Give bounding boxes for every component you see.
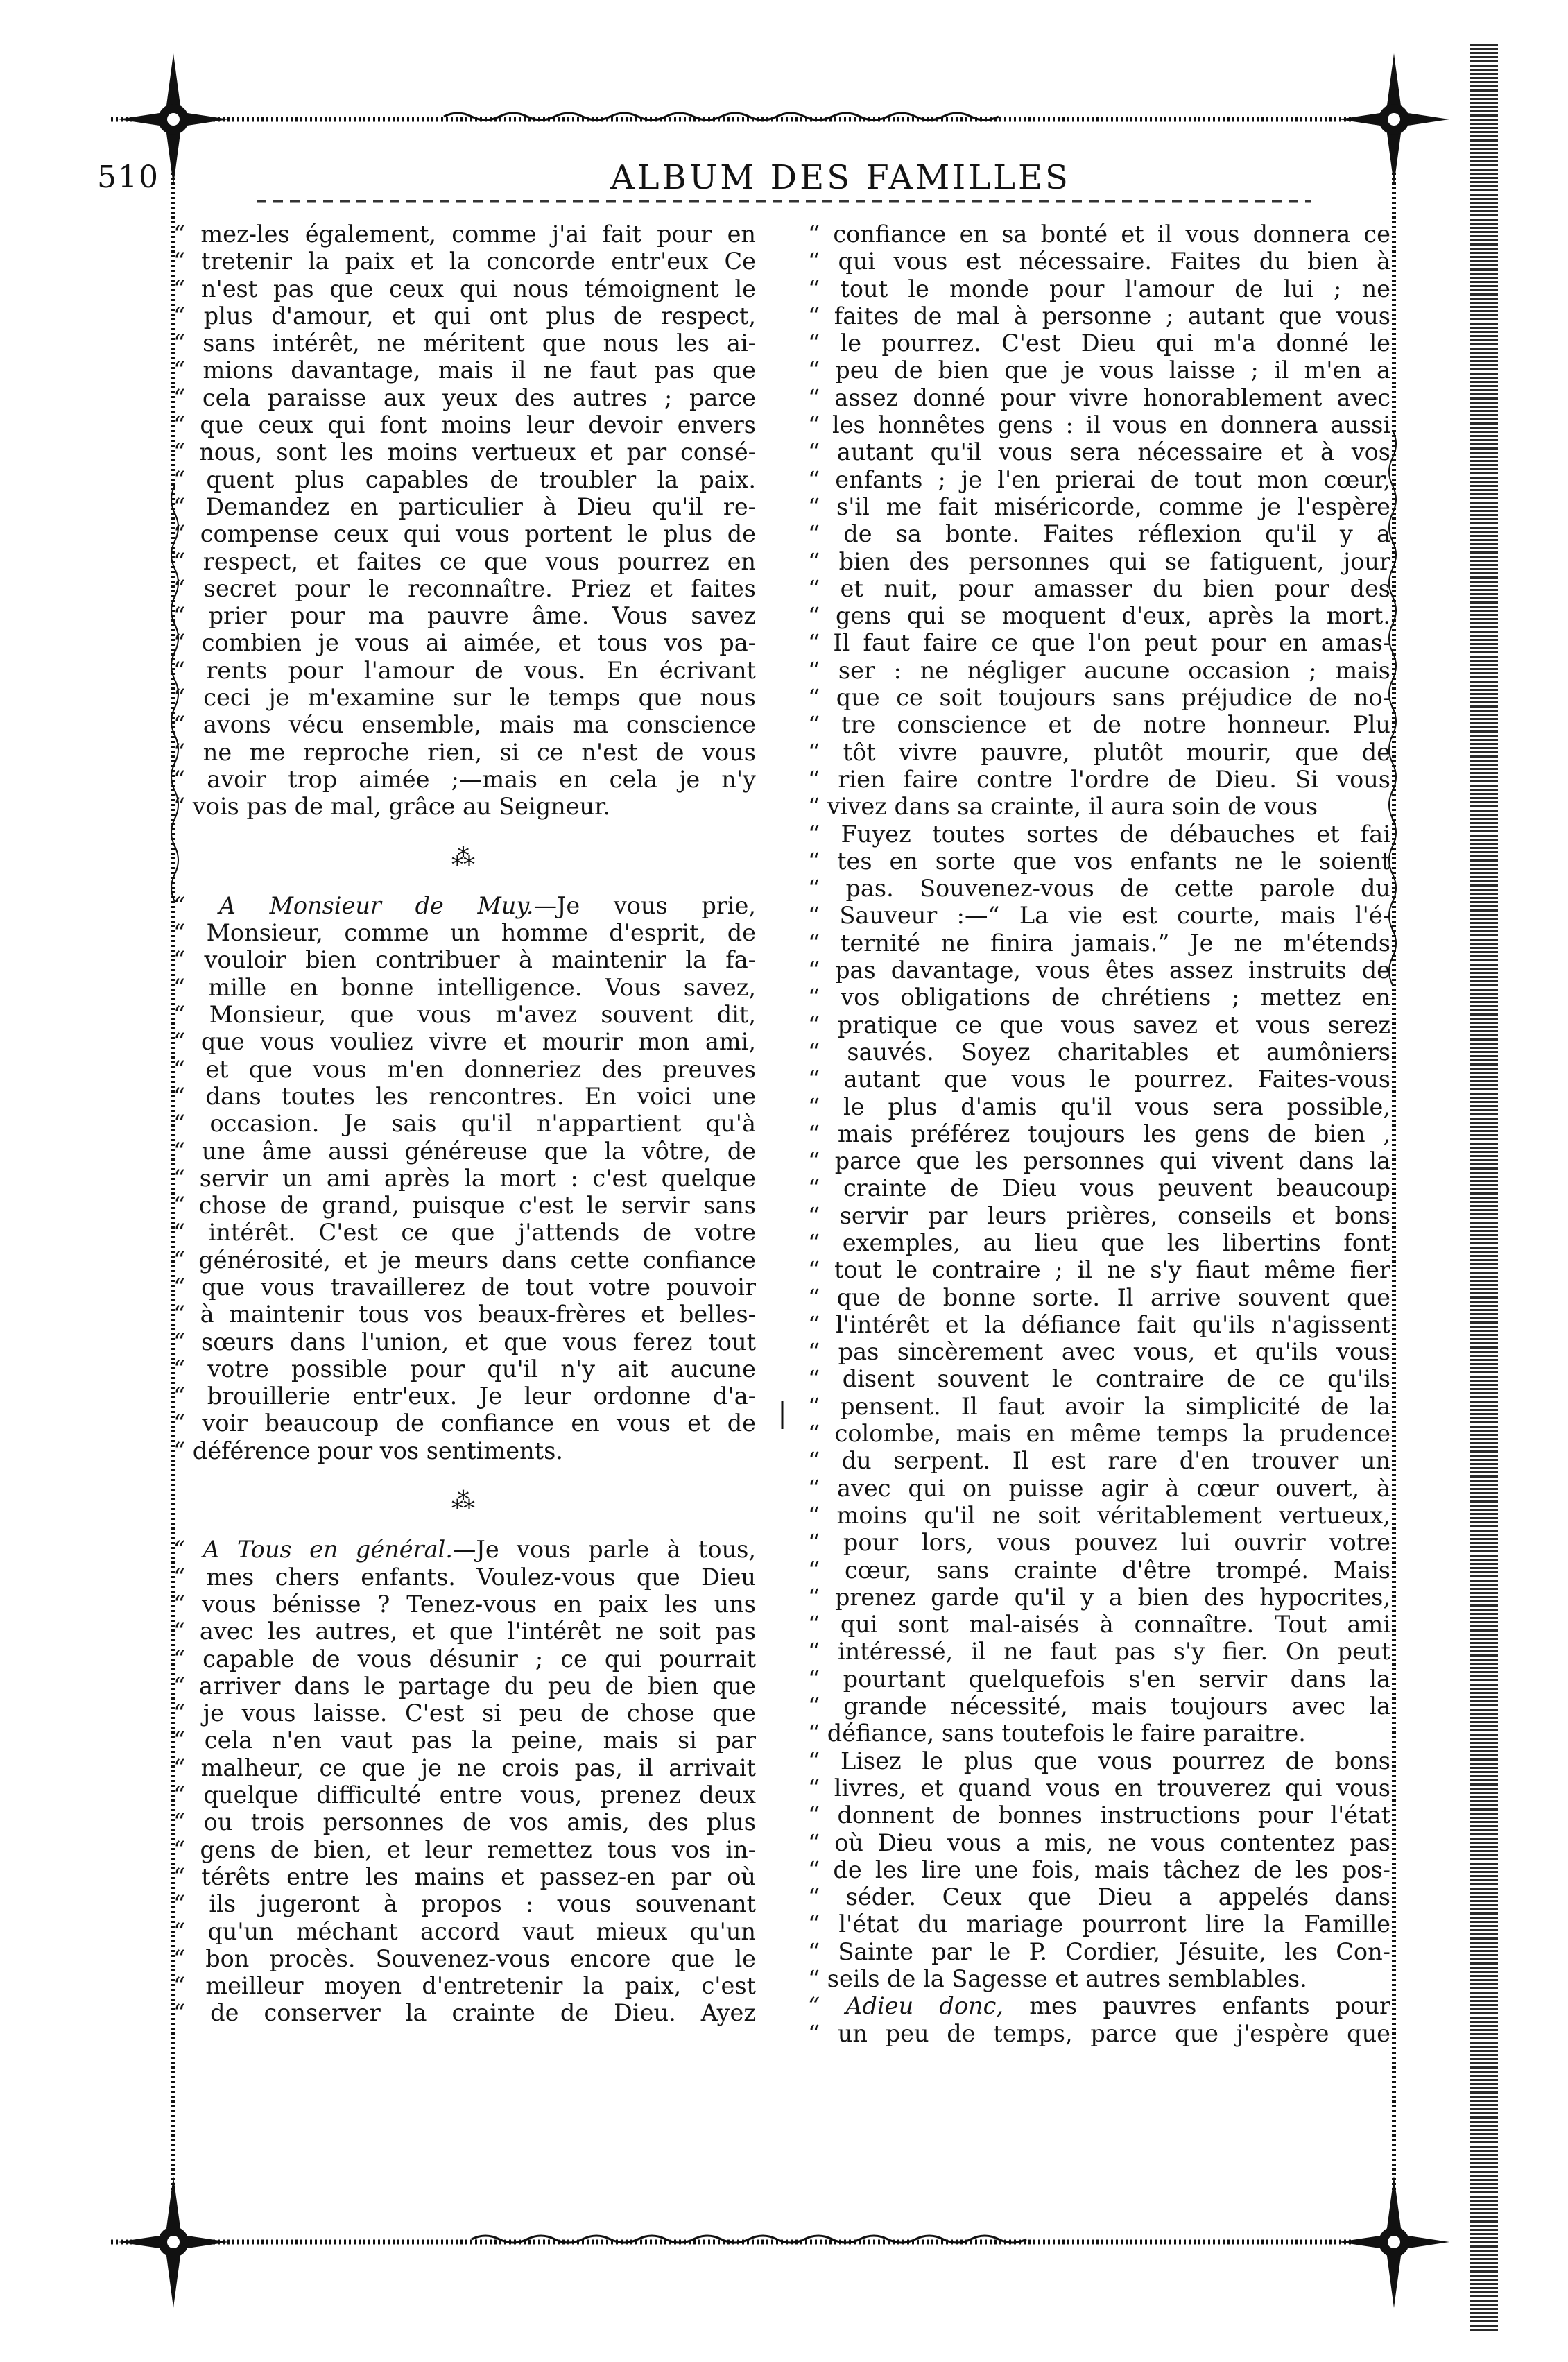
corner-ornament-top-right: [1338, 53, 1449, 185]
text-line: “ bien des personnes qui se fatiguent, jour: [808, 547, 1390, 575]
text-line: “ Demandez en particulier à Dieu qu'il re-: [173, 493, 756, 520]
text-line: “ déférence pour vos sentiments.: [173, 1437, 563, 1464]
text-line: “ et que vous m'en donneriez des preuves: [173, 1055, 756, 1083]
text-line: “ mes chers enfants. Voulez-vous que Dieu: [173, 1563, 756, 1591]
text-line: “ je vous laisse. C'est si peu de chose que: [173, 1700, 756, 1727]
text-line: “ de les lire une fois, mais tâchez de les pos-: [808, 1856, 1390, 1883]
text-line: “ ceci je m'examine sur le temps que nous: [173, 684, 756, 712]
text-line: “ s'il me fait miséricorde, comme je l'espère: [808, 493, 1390, 520]
text-line: “ confiance en sa bonté et il vous donnera ce: [808, 221, 1390, 248]
text-line: “ les honnêtes gens : il vous en donnera aussi: [808, 411, 1390, 439]
text-line: “ térêts entre les mains et passez-en par où: [173, 1863, 756, 1890]
text-line: “ que vous vouliez vivre et mourir mon ami,: [173, 1028, 756, 1056]
text-line: “ mais préférez toujours les gens de bien ,: [808, 1120, 1390, 1147]
text-line: “ Il faut faire ce que l'on peut pour en amas-: [808, 629, 1390, 657]
text-line: “ qui vous est nécessaire. Faites du bien à: [808, 248, 1390, 275]
text-line: “ nous, sont les moins vertueux et par consé-: [173, 438, 756, 466]
text-line: “ le plus d'amis qu'il vous sera possible,: [808, 1093, 1390, 1120]
text-line: “ un peu de temps, parce que j'espère que: [808, 2019, 1390, 2047]
text-line: “ exemples, au lieu que les libertins font: [808, 1229, 1390, 1256]
text-line: “ Monsieur, que vous m'avez souvent dit,: [173, 1001, 756, 1029]
text-line: “ intérêt. C'est ce que j'attends de votre: [173, 1219, 756, 1247]
text-line-wrapper: [173, 892, 756, 919]
text-line: “ Sauveur :—“ La vie est courte, mais l'é-: [808, 902, 1390, 930]
text-line: “ autant qu'il vous sera nécessaire et à vos: [808, 438, 1390, 466]
text-line: “ cela n'en vaut pas la peine, mais si par: [173, 1727, 756, 1754]
text-line: “ rien faire contre l'ordre de Dieu. Si vous: [808, 765, 1390, 793]
text-line: “ compense ceux qui vous portent le plus de: [173, 520, 756, 548]
text-line: “ le pourrez. C'est Dieu qui m'a donné le: [808, 330, 1390, 357]
text-line: “ vivez dans sa crainte, il aura soin de vous: [808, 793, 1318, 821]
text-line: “ pas davantage, vous êtes assez instruits de: [808, 957, 1390, 984]
text-line: “ enfants ; je l'en prierai de tout mon cœur,: [808, 465, 1390, 493]
right-column: [808, 221, 1390, 2047]
text-line: “ sauvés. Soyez charitables et aumôniers: [808, 1038, 1390, 1066]
section-separator: ⁂: [451, 843, 478, 871]
left-paragraph-3: [173, 1536, 756, 2026]
text-line: “ avec qui on puisse agir à cœur ouvert, à: [808, 1474, 1390, 1502]
text-line: “ occasion. Je sais qu'il n'appartient qu'à: [173, 1110, 756, 1138]
text-line: “ que ce soit toujours sans préjudice de no-: [808, 684, 1390, 712]
text-line: “ meilleur moyen d'entretenir la paix, c'est: [173, 1972, 756, 2000]
text-line: “ sœurs dans l'union, et que vous ferez tout: [173, 1328, 756, 1355]
text-line: “ du serpent. Il est rare d'en trouver un: [808, 1447, 1390, 1475]
text-line: “ ne me reproche rien, si ce n'est de vous: [173, 738, 756, 766]
right-paragraph-2: [808, 821, 1390, 1747]
text-line: “ ils jugeront à propos : vous souvenant: [173, 1890, 756, 1918]
text-line: “ servir par leurs prières, conseils et bons: [808, 1201, 1390, 1229]
text-line: —Je vous parle à tous,: [452, 1536, 756, 1564]
text-line: “ disent souvent le contraire de ce qu'ils: [808, 1365, 1390, 1393]
text-line: “ crainte de Dieu vous peuvent beaucoup: [808, 1174, 1390, 1202]
text-line: “ et nuit, pour amasser du bien pour des: [808, 574, 1390, 602]
text-line: “ prenez garde qu'il y a bien des hypocrites,: [808, 1583, 1390, 1611]
text-line: “ que ceux qui font moins leur devoir envers: [173, 411, 756, 439]
text-line: “ pas sincèrement avec vous, et qu'ils vous: [808, 1338, 1390, 1366]
text-line: “ malheur, ce que je ne crois pas, il arrivait: [173, 1754, 756, 1781]
text-line: “ où Dieu vous a mis, ne vous contentez pas: [808, 1829, 1390, 1856]
text-line: “ voir beaucoup de confiance en vous et de: [173, 1410, 756, 1437]
text-line: “ pour lors, vous pouvez lui ouvrir votre: [808, 1529, 1390, 1557]
text-line: “ servir un ami après la mort : c'est quelque: [173, 1164, 756, 1192]
text-line: “ séder. Ceux que Dieu a appelés dans: [808, 1883, 1390, 1911]
text-line: “ pensent. Il faut avoir la simplicité de la: [808, 1392, 1390, 1420]
text-line: “ à maintenir tous vos beaux-frères et belles-: [173, 1301, 756, 1328]
corner-ornament-bottom-right: [1338, 2176, 1449, 2308]
text-line: mes pauvres enfants pour: [1003, 1992, 1390, 2020]
text-line: “ de sa bonte. Faites réflexion qu'il y a: [808, 520, 1390, 548]
text-line: “ vouloir bien contribuer à maintenir la fa-: [173, 946, 756, 974]
text-line: “ avons vécu ensemble, mais ma conscience: [173, 711, 756, 739]
text-line: “ grande nécessité, mais toujours avec la: [808, 1693, 1390, 1720]
text-line: “ l'intérêt et la défiance fait qu'ils n'agissent: [808, 1310, 1390, 1338]
right-paragraph-4: [808, 1992, 1390, 2047]
text-line: “ qui sont mal-aisés à connaître. Tout ami: [808, 1611, 1390, 1638]
text-line: “ cela paraisse aux yeux des autres ; parce: [173, 384, 756, 411]
right-paragraph-1: [808, 221, 1390, 821]
text-line: “ colombe, mais en même temps la prudence: [808, 1420, 1390, 1448]
text-line-wrapper: [808, 1992, 1390, 2019]
text-line: “ tre conscience et de notre honneur. Plu: [808, 711, 1390, 739]
text-line: “ autant que vous le pourrez. Faites-vous: [808, 1066, 1390, 1093]
text-line: “ cœur, sans crainte d'être trompé. Mais: [808, 1556, 1390, 1584]
text-line: “ tes en sorte que vos enfants ne le soient: [808, 847, 1390, 875]
text-line: “ quent plus capables de troubler la paix.: [173, 465, 756, 493]
text-line: “ qu'un méchant accord vaut mieux qu'un: [173, 1917, 756, 1945]
farewell-lead: “ Adieu donc,: [808, 1992, 1004, 2020]
text-line: “ seils de la Sagesse et autres semblables.: [808, 1965, 1307, 1992]
text-line: “ une âme aussi généreuse que la vôtre, de: [173, 1137, 756, 1165]
text-line: “ mille en bonne intelligence. Vous savez,: [173, 973, 756, 1001]
text-line: “ capable de vous désunir ; ce qui pourrait: [173, 1645, 756, 1672]
text-line: “ tretenir la paix et la concorde entr'eux Ce: [173, 248, 756, 275]
text-line: “ votre possible pour qu'il n'y ait aucune: [173, 1355, 756, 1383]
text-line: “ pas. Souvenez-vous de cette parole du: [808, 875, 1390, 902]
text-line: “ brouillerie entr'eux. Je leur ordonne d'a-: [173, 1383, 756, 1410]
text-line: “ bon procès. Souvenez-vous encore que le: [173, 1944, 756, 1972]
text-line: “ assez donné pour vivre honorablement avec: [808, 384, 1390, 411]
addressee-heading: “ A Monsieur de Muy.: [173, 891, 534, 919]
text-line-wrapper: [173, 1536, 756, 1563]
left-paragraph-1: [173, 221, 756, 821]
text-line: “ sans intérêt, ne méritent que nous les ai-: [173, 330, 756, 357]
text-line: “ ou trois personnes de vos amis, des plus: [173, 1808, 756, 1836]
text-line: “ secret pour le reconnaître. Priez et faites: [173, 574, 756, 602]
text-line: “ tout le monde pour l'amour de lui ; ne: [808, 275, 1390, 302]
text-line: “ vos obligations de chrétiens ; mettez en: [808, 984, 1390, 1011]
text-line: “ pourtant quelquefois s'en servir dans la: [808, 1665, 1390, 1693]
text-line: —Je vous prie,: [533, 891, 756, 919]
text-line: “ moins qu'il ne soit véritablement vertueux,: [808, 1501, 1390, 1529]
text-line: “ livres, et quand vous en trouverez qui vous: [808, 1774, 1390, 1802]
text-line: “ prier pour ma pauvre âme. Vous savez: [173, 602, 756, 630]
text-line: “ vous bénisse ? Tenez-vous en paix les uns: [173, 1590, 756, 1618]
text-line: “ avec les autres, et que l'intérêt ne soit pas: [173, 1618, 756, 1645]
text-line: “ combien je vous ai aimée, et tous vos pa-: [173, 629, 756, 657]
text-line: “ gens qui se moquent d'eux, après la mort.: [808, 602, 1390, 630]
text-line: “ gens de bien, et leur remettez tous vos in-: [173, 1835, 756, 1863]
text-line: “ ser : ne négliger aucune occasion ; mais: [808, 656, 1390, 684]
text-line: “ peu de bien que je vous laisse ; il m'en a: [808, 357, 1390, 384]
left-paragraph-2: [173, 892, 756, 1464]
text-line: “ chose de grand, puisque c'est le servir sans: [173, 1192, 756, 1219]
text-line: “ tout le contraire ; il ne s'y fiaut même fier: [808, 1256, 1390, 1284]
addressee-heading: “ A Tous en général.: [173, 1536, 453, 1564]
text-line: “ que vous travaillerez de tout votre pouvoir: [173, 1273, 756, 1301]
bottom-border-rule: [111, 2236, 1436, 2243]
text-line: “ que de bonne sorte. Il arrive souvent que: [808, 1283, 1390, 1311]
corner-ornament-bottom-left: [118, 2176, 229, 2308]
page-number: 510: [97, 160, 160, 195]
text-line: “ plus d'amour, et qui ont plus de respect,: [173, 302, 756, 330]
text-line: “ ternité ne finira jamais.” Je ne m'étends: [808, 929, 1390, 957]
text-line: “ dans toutes les rencontres. En voici une: [173, 1082, 756, 1110]
text-line: “ générosité, et je meurs dans cette confiance: [173, 1246, 756, 1274]
text-line: “ respect, et faites ce que vous pourrez en: [173, 547, 756, 575]
text-line: “ Fuyez toutes sortes de débauches et fai: [808, 820, 1390, 848]
right-paragraph-3: [808, 1747, 1390, 1993]
text-line: “ tôt vivre pauvre, plutôt mourir, que de: [808, 738, 1390, 766]
text-line: “ quelque difficulté entre vous, prenez deux: [173, 1781, 756, 1809]
text-line: “ donnent de bonnes instructions pour l'état: [808, 1802, 1390, 1829]
text-line: “ Lisez le plus que vous pourrez de bons: [808, 1747, 1390, 1774]
running-title: ALBUM DES FAMILLES: [610, 158, 1071, 197]
top-border-rule: [111, 113, 1436, 120]
text-line: “ mez-les également, comme j'ai fait pour en: [173, 221, 756, 248]
text-line: “ vois pas de mal, grâce au Seigneur.: [173, 793, 611, 821]
text-line: “ de conserver la crainte de Dieu. Ayez: [173, 1999, 756, 2027]
text-line: “ rents pour l'amour de vous. En écrivant: [173, 656, 756, 684]
text-line: “ défiance, sans toutefois le faire paraitre.: [808, 1720, 1306, 1747]
left-column: [173, 221, 756, 2027]
text-line: “ n'est pas que ceux qui nous témoignent le: [173, 275, 756, 302]
text-line: “ avoir trop aimée ;—mais en cela je n'y: [173, 765, 756, 793]
text-line: “ mions davantage, mais il ne faut pas que: [173, 357, 756, 384]
text-line: “ intéressé, il ne faut pas s'y fier. On peut: [808, 1638, 1390, 1666]
text-line: “ pratique ce que vous savez et vous serez: [808, 1011, 1390, 1038]
text-line: “ faites de mal à personne ; autant que vous: [808, 302, 1390, 330]
text-line: “ Monsieur, comme un homme d'esprit, de: [173, 919, 756, 947]
text-line: “ l'état du mariage pourront lire la Famille: [808, 1910, 1390, 1938]
text-line: “ arriver dans le partage du peu de bien que: [173, 1672, 756, 1700]
outer-border-band: [1470, 42, 1498, 2331]
text-line: “ Sainte par le P. Cordier, Jésuite, les Con-: [808, 1937, 1390, 1965]
section-separator: ⁂: [451, 1487, 478, 1516]
text-line: “ parce que les personnes qui vivent dans la: [808, 1147, 1390, 1175]
